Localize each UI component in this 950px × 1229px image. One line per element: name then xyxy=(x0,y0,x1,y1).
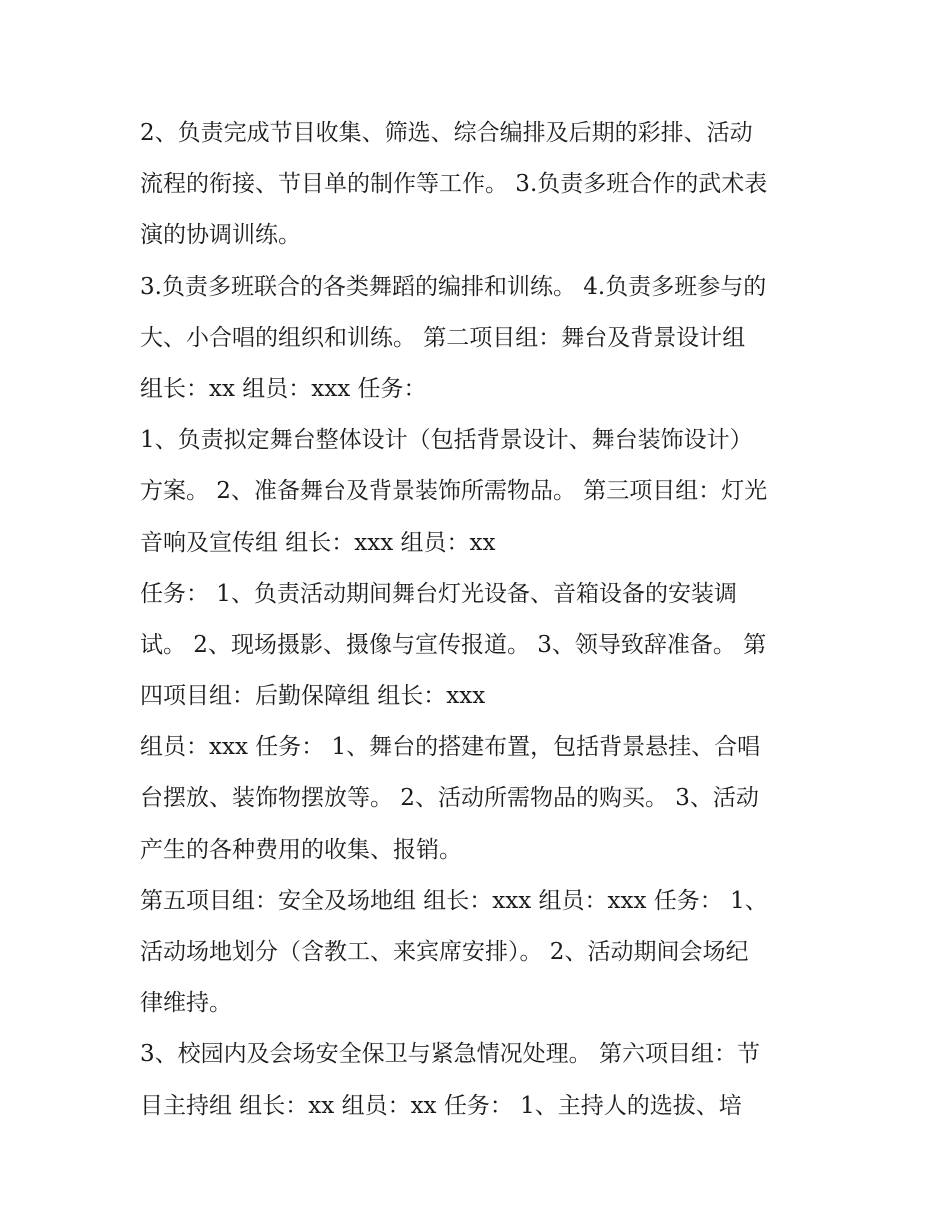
text-line: 流程的衔接、节目单的制作等工作。 3.负责多班合作的武术表 xyxy=(140,171,768,198)
text-line: 任务： 1、负责活动期间舞台灯光设备、音箱设备的安装调 xyxy=(140,580,737,607)
text-line: 1、负责拟定舞台整体设计（包括背景设计、舞台装饰设计） xyxy=(140,427,753,454)
text-line: 第五项目组：安全及场地组 组长：xxx 组员：xxx 任务： 1、 xyxy=(140,887,768,914)
text-line: 3、校园内及会场安全保卫与紧急情况处理。 第六项目组：节 xyxy=(140,1041,760,1068)
text-line: 台摆放、装饰物摆放等。 2、活动所需物品的购买。 3、活动 xyxy=(140,785,759,812)
text-line: 演的协调训练。 xyxy=(140,222,301,249)
text-line: 2、负责完成节目收集、筛选、综合编排及后期的彩排、活动 xyxy=(140,120,753,146)
text-line: 律维持。 xyxy=(140,990,232,1017)
document-body xyxy=(140,108,830,1132)
text-line: 大、小合唱的组织和训练。 第二项目组：舞台及背景设计组 xyxy=(140,324,746,351)
text-line: 目主持组 组长：xx 组员：xx 任务： 1、主持人的选拔、培 xyxy=(140,1092,742,1119)
text-line: 方案。 2、准备舞台及背景装饰所需物品。 第三项目组：灯光 xyxy=(140,478,768,505)
text-line: 活动场地划分（含教工、来宾席安排）。 2、活动期间会场纪 xyxy=(140,939,749,965)
text-line: 组员：xxx 任务： 1、舞台的搭建布置，包括背景悬挂、合唱 xyxy=(140,734,761,761)
text-line: 音响及宣传组 组长：xxx 组员：xx xyxy=(140,529,496,556)
text-line: 组长：xx 组员：xxx 任务： xyxy=(140,375,427,402)
text-line: 试。 2、现场摄影、摄像与宣传报道。 3、领导致辞准备。 第 xyxy=(140,631,767,658)
text-line: 3.负责多班联合的各类舞蹈的编排和训练。 4.负责多班参与的 xyxy=(140,273,767,300)
text-line: 四项目组：后勤保障组 组长：xxx xyxy=(140,683,486,710)
text-line: 产生的各种费用的收集、报销。 xyxy=(140,836,462,863)
